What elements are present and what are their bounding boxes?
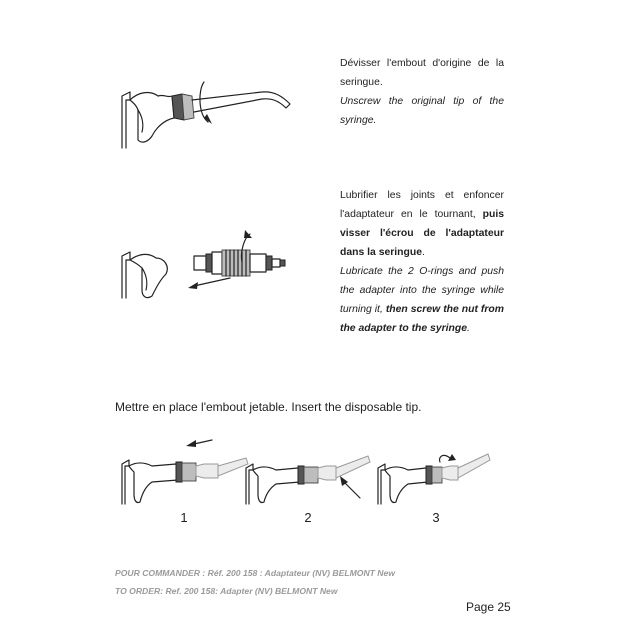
step1-french: Dévisser l'embout d'origine de la seringue. [340, 58, 504, 88]
disposable-tip-icon [458, 454, 490, 478]
syringe-handle-icon [122, 252, 167, 298]
push-arrow-icon [194, 278, 230, 286]
figure-insert-adapter [112, 222, 312, 312]
push-arrow-icon [194, 440, 212, 444]
disposable-tip-icon [336, 456, 370, 478]
step2-english: Lubricate the 2 O-rings and push the adapter into the syringe while turning it, then screw the nut from the adapter to the syringe. [340, 266, 504, 334]
step-number-3: 3 [432, 510, 440, 525]
figure-unscrew-tip [112, 70, 312, 160]
step-number-2: 2 [304, 510, 312, 525]
original-tip-icon [192, 92, 290, 112]
order-reference-french: POUR COMMANDER : Réf. 200 158 : Adaptateur (NV) BELMONT New [115, 568, 395, 578]
figure-insert-tip-2 [236, 430, 376, 510]
figure-insert-tip-1 [112, 430, 252, 510]
figure-insert-tip-3 [368, 430, 508, 510]
step-number-1: 1 [180, 510, 188, 525]
rotate-arrow-icon [439, 455, 450, 462]
page-number: Page 25 [466, 600, 511, 614]
step2-text [340, 186, 504, 338]
step3-text: Mettre en place l'embout jetable. Insert the disposable tip. [115, 400, 422, 414]
adapter-icon [194, 250, 285, 276]
order-reference [115, 564, 395, 600]
order-reference-english: TO ORDER: Ref. 200 158: Adapter (NV) BELMONT New [115, 586, 338, 596]
push-arrow-icon [344, 482, 360, 498]
step2-french: Lubrifier les joints et enfoncer l'adaptateur en le tournant, puis visser l'écrou de l'adaptateur dans la seringue. [340, 190, 504, 258]
step1-text [340, 54, 504, 130]
nut-icon [172, 94, 194, 120]
syringe-handle-icon [122, 92, 174, 148]
step1-english: Unscrew the original tip of the syringe. [340, 96, 504, 126]
